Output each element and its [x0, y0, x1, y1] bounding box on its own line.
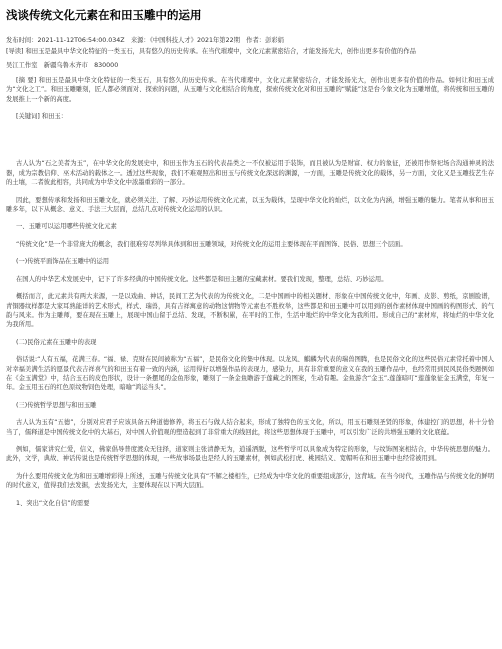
body-paragraph: 概括而言，此元素共有两大来源，一是以戏曲、神话，民间工艺为代表的为传统文化，二是中国画中的相关题材、形象在中国传统文化中，年画、皮影、剪纸，京剧脸谱，青铜器纹样都是大家耳熟能详的艺术形式，样式、瑞兽，具有吉祥寓意的动物这情物等元素也不胜枚举，这些都是和田玉雕中可以用到的创作素材体现中国画的构图形式、的气韵与风来。作为主雕师，要在现在玉雕上，展现中国山留于总结、发现，不断积累，在平时的工作，生活中地烂的中华文化为我所用。形成自己的“素材库，将灿烂的中华文化为我所用。 — [6, 293, 494, 329]
body-paragraph: 古人认为玉有“五德”，分别对应君子应该具备五种道德修养，将玉石与做人结合起来，形成了独特色的玉文化，所以，用玉石雕刻圣贤的形象，体建控门的思想，朴十分恰当了，儒释道是中国传统文化中的大基石，对中国人价值观的塑造起到了非常重大的线回此，将这些思想体现于玉雕中，可以引发广泛的共增强玉雕的文化底蕴。 — [6, 419, 494, 436]
keywords: [关键词] 和田玉： — [16, 113, 67, 121]
section-heading: 1、突出“文化自信”的需要 — [16, 499, 90, 507]
body-paragraph: 因此，要想传承和发扬和田玉雕文化，就必须关注、了解、巧妙运用传统文化元素，以玉为载体，呈现中华文化的灿烂，以文化为内涵，增强玉雕的魅力。笔者从事和田玉雕多年，以下从概念、意义、手法三大层面，总结几点对传统文化运用的认识。 — [6, 196, 494, 214]
digest: [导读] 和田玉是最具中华文化特征的一类玉石，具有悠久的历史传承。在当代璀璨中，文化元素紧密结合，才能发扬光大，创作出更多有价值的作品 — [6, 48, 416, 55]
body-paragraph: 古人认为“石之美者为玉”，在中华文化的发展史中，和田玉作为玉石的代表品类之一不仅被运用于装饰，而且被认为是财富、权力的象征，还被用作祭祀场合沟通神灵的法器，成为宗教信仰、巫术活动的载体之一。透过这些现象，我们不难观照出和田玉与传统文化深远的渊源，一方面，玉雕是传统文化的载体，另一方面，文化又是玉雕技艺生存的土壤，二者彼此相容，共同成为中华文化中浓墨重彩的一部分。 — [6, 160, 494, 187]
subsection-heading: (一)传统平面饰品在玉雕中的运用 — [16, 258, 110, 266]
abstract: [摘 要] 和田玉是最具中华文化特征的一类玉石，具有悠久的历史传承。在当代璀璨中，文化元素紧密结合，才能发扬光大，创作出更多有价值的作品。如何让和田玉成为“文化之工”。和田玉雕雕刻，匠人都必须面对、探索的问题，从玉雕与文化相结合的角度，探索传统文化对和田玉雕的“赋能”这是台今象文化为玉雕增值，将传统和田玉雕的发展推上一个新的高度。 — [6, 76, 494, 103]
article-title: 浅谈传统文化元素在和田玉雕中的运用 — [6, 8, 202, 22]
body-paragraph: 为什么要用传统文化为和田玉雕增彩得上所述，玉雕与传统文化具有“不解之楼相生，已经成为中华文化的重要组成部分，这背域。在当今时代，玉雕作品与传统文化的鲜明的时代意义，值得我们去发掘，去发扬光大，主要体现在以下两大层面。 — [6, 472, 494, 490]
section-heading: 一、玉雕可以运用哪些传统文化元素 — [16, 223, 117, 231]
body-paragraph: 在国人的中华艺术发展史中，记下了许多经典的中国传统文化。这些都是和田主题的宝藏素材。要我们发现，整理，总结、巧妙运用。 — [16, 275, 388, 283]
publish-meta: 发布时间：2021-11-12T06:54:00.034Z 来源：《中国科技人才》2021年第22期 作者：彭彩娟 — [6, 37, 284, 44]
subsection-heading: (三)传统哲学思想与和田玉雕 — [16, 401, 97, 409]
body-paragraph: 例如，儒家讲究仁爱，信义，佛家倡导普度渡众无往择，道家则主张清静无为，逍遥洒脱，这些哲学可以具象成为特定的形象，与纹饰图案相结合，中华传统思想的魅力。此外，文学，典故、神话传说也是传统哲学思想的体现，一些故事场景也是经人的玉雕素材，例如武松打虎、桃园结义、宽帽听在和田玉雕中也经常被用到。 — [6, 445, 494, 463]
subsection-heading: (二)民俗元素在玉雕中的表现 — [16, 338, 97, 346]
affiliation: 吴江工作室 新疆乌鲁木齐市 830000 — [6, 62, 119, 70]
body-paragraph: “传统文化”是一个非常庞大的概念，我们很难穷尽列举具体到和田玉雕领域，对传统文化的运用主要体现在平面图饰、民俗、思想三个层面。 — [16, 240, 407, 248]
body-paragraph: 俗话说:“人有五福，花满三春。“福、禄、克财在民间被称为“五福”，是民俗文化的集中体现。以龙凤、麒麟为代表的瑞兽图腾，也是民俗文化的这些民俗元素常托着中国人对幸福美满生活的愿景代表吉祥喜气的和田玉有着一致的内涵，运用得好以增强作品的表现力，感染力，具有非常重要的意义在我的玉雕作品中，也经常用到民风民俗类题例如在《金玉满堂》中，结合玉石的皮色形状，设计一条摆尾的金鱼形象，雕刻了一条金鱼瞻游于莲藏之的图案，生动有趣。金鱼游含“金玉”,莲蓬暗叮“莲蓬象征金玉满堂，年复一年。金玉用玉石的红色原纹物饲色处理，暗喻“鸿运当头”。 — [6, 356, 494, 392]
